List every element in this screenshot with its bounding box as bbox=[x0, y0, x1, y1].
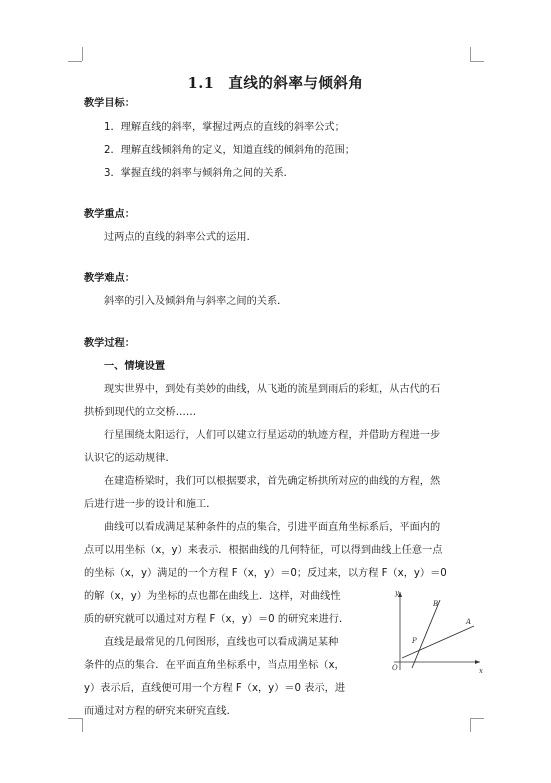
paragraph-line: 行星围绕太阳运行，人们可以建立行星运动的轨迹方程，并借助方程进一步 bbox=[104, 430, 441, 441]
section-heading: 一、情境设置 bbox=[104, 361, 166, 372]
line-b-label: B bbox=[433, 600, 439, 608]
paragraph-line: 现实世界中，到处有美妙的曲线，从飞逝的流星到雨后的彩虹，从古代的石 bbox=[104, 384, 441, 395]
key-points-heading: 教学重点： bbox=[84, 209, 135, 220]
point-p-label: P bbox=[412, 637, 417, 645]
crop-mark bbox=[470, 718, 484, 719]
paragraph-line: 点可以用坐标（x，y）来表示．根据曲线的几何特征，可以得到曲线上任意一点 bbox=[84, 545, 443, 556]
crop-mark bbox=[82, 47, 83, 61]
coordinate-figure bbox=[384, 586, 486, 676]
paragraph-line: 直线是最常见的几何图形，直线也可以看成满足某种 bbox=[104, 637, 339, 648]
paragraph-line: 认识它的运动规律． bbox=[84, 453, 176, 464]
objective-item: 1．理解直线的斜率，掌握过两点的直线的斜率公式； bbox=[104, 122, 345, 133]
line-b bbox=[412, 600, 440, 668]
objectives-heading: 教学目标： bbox=[84, 98, 135, 109]
paragraph-line: 质的研究就可以通过对方程 F（x，y）＝0 的研究来进行． bbox=[84, 614, 350, 625]
line-a-label: A bbox=[466, 618, 472, 626]
crop-mark bbox=[470, 47, 471, 61]
crop-mark bbox=[470, 61, 484, 62]
paragraph-line: 后进行进一步的设计和施工． bbox=[84, 499, 217, 510]
difficulties-heading: 教学难点： bbox=[84, 273, 135, 284]
x-axis-label: x bbox=[479, 667, 483, 675]
crop-mark bbox=[470, 718, 471, 732]
paragraph-line: 的解（x，y）为坐标的点也都在曲线上．这样，对曲线性 bbox=[84, 591, 341, 602]
y-axis-label: y bbox=[395, 589, 399, 597]
section-number: 1.1 bbox=[187, 75, 215, 92]
crop-mark bbox=[82, 718, 83, 732]
page-title bbox=[0, 72, 551, 93]
paragraph-line: y）表示后，直线便可用一个方程 F（x，y）＝0 表示，进 bbox=[84, 683, 346, 694]
paragraph-line: 的坐标（x，y）满足的一个方程 F（x，y）＝0；反过来，以方程 F（x，y）＝0 bbox=[84, 568, 447, 579]
paragraph-line: 拱桥到现代的立交桥…… bbox=[84, 407, 197, 418]
key-points-text: 过两点的直线的斜率公式的运用． bbox=[104, 232, 257, 243]
origin-label: O bbox=[392, 664, 398, 672]
paragraph-line: 曲线可以看成满足某种条件的点的集合，引进平面直角坐标系后，平面内的 bbox=[104, 522, 441, 533]
crop-mark bbox=[68, 718, 82, 719]
title-text: 直线的斜率与倾斜角 bbox=[228, 75, 364, 92]
process-heading: 教学过程： bbox=[84, 338, 135, 349]
objective-item: 2．理解直线倾斜角的定义，知道直线的倾斜角的范围； bbox=[104, 145, 355, 156]
objective-item: 3．掌握直线的斜率与倾斜角之间的关系． bbox=[104, 168, 294, 179]
difficulties-text: 斜率的引入及倾斜角与斜率之间的关系． bbox=[104, 296, 288, 307]
crop-mark bbox=[68, 61, 82, 62]
paragraph-line: 条件的点的集合．在平面直角坐标系中，当点用坐标（x， bbox=[84, 660, 345, 671]
paragraph-line: 在建造桥梁时，我们可以根据要求，首先确定桥拱所对应的曲线的方程，然 bbox=[104, 476, 441, 487]
paragraph-line: 而通过对方程的研究来研究直线． bbox=[84, 706, 237, 717]
x-axis-arrow bbox=[475, 660, 480, 664]
